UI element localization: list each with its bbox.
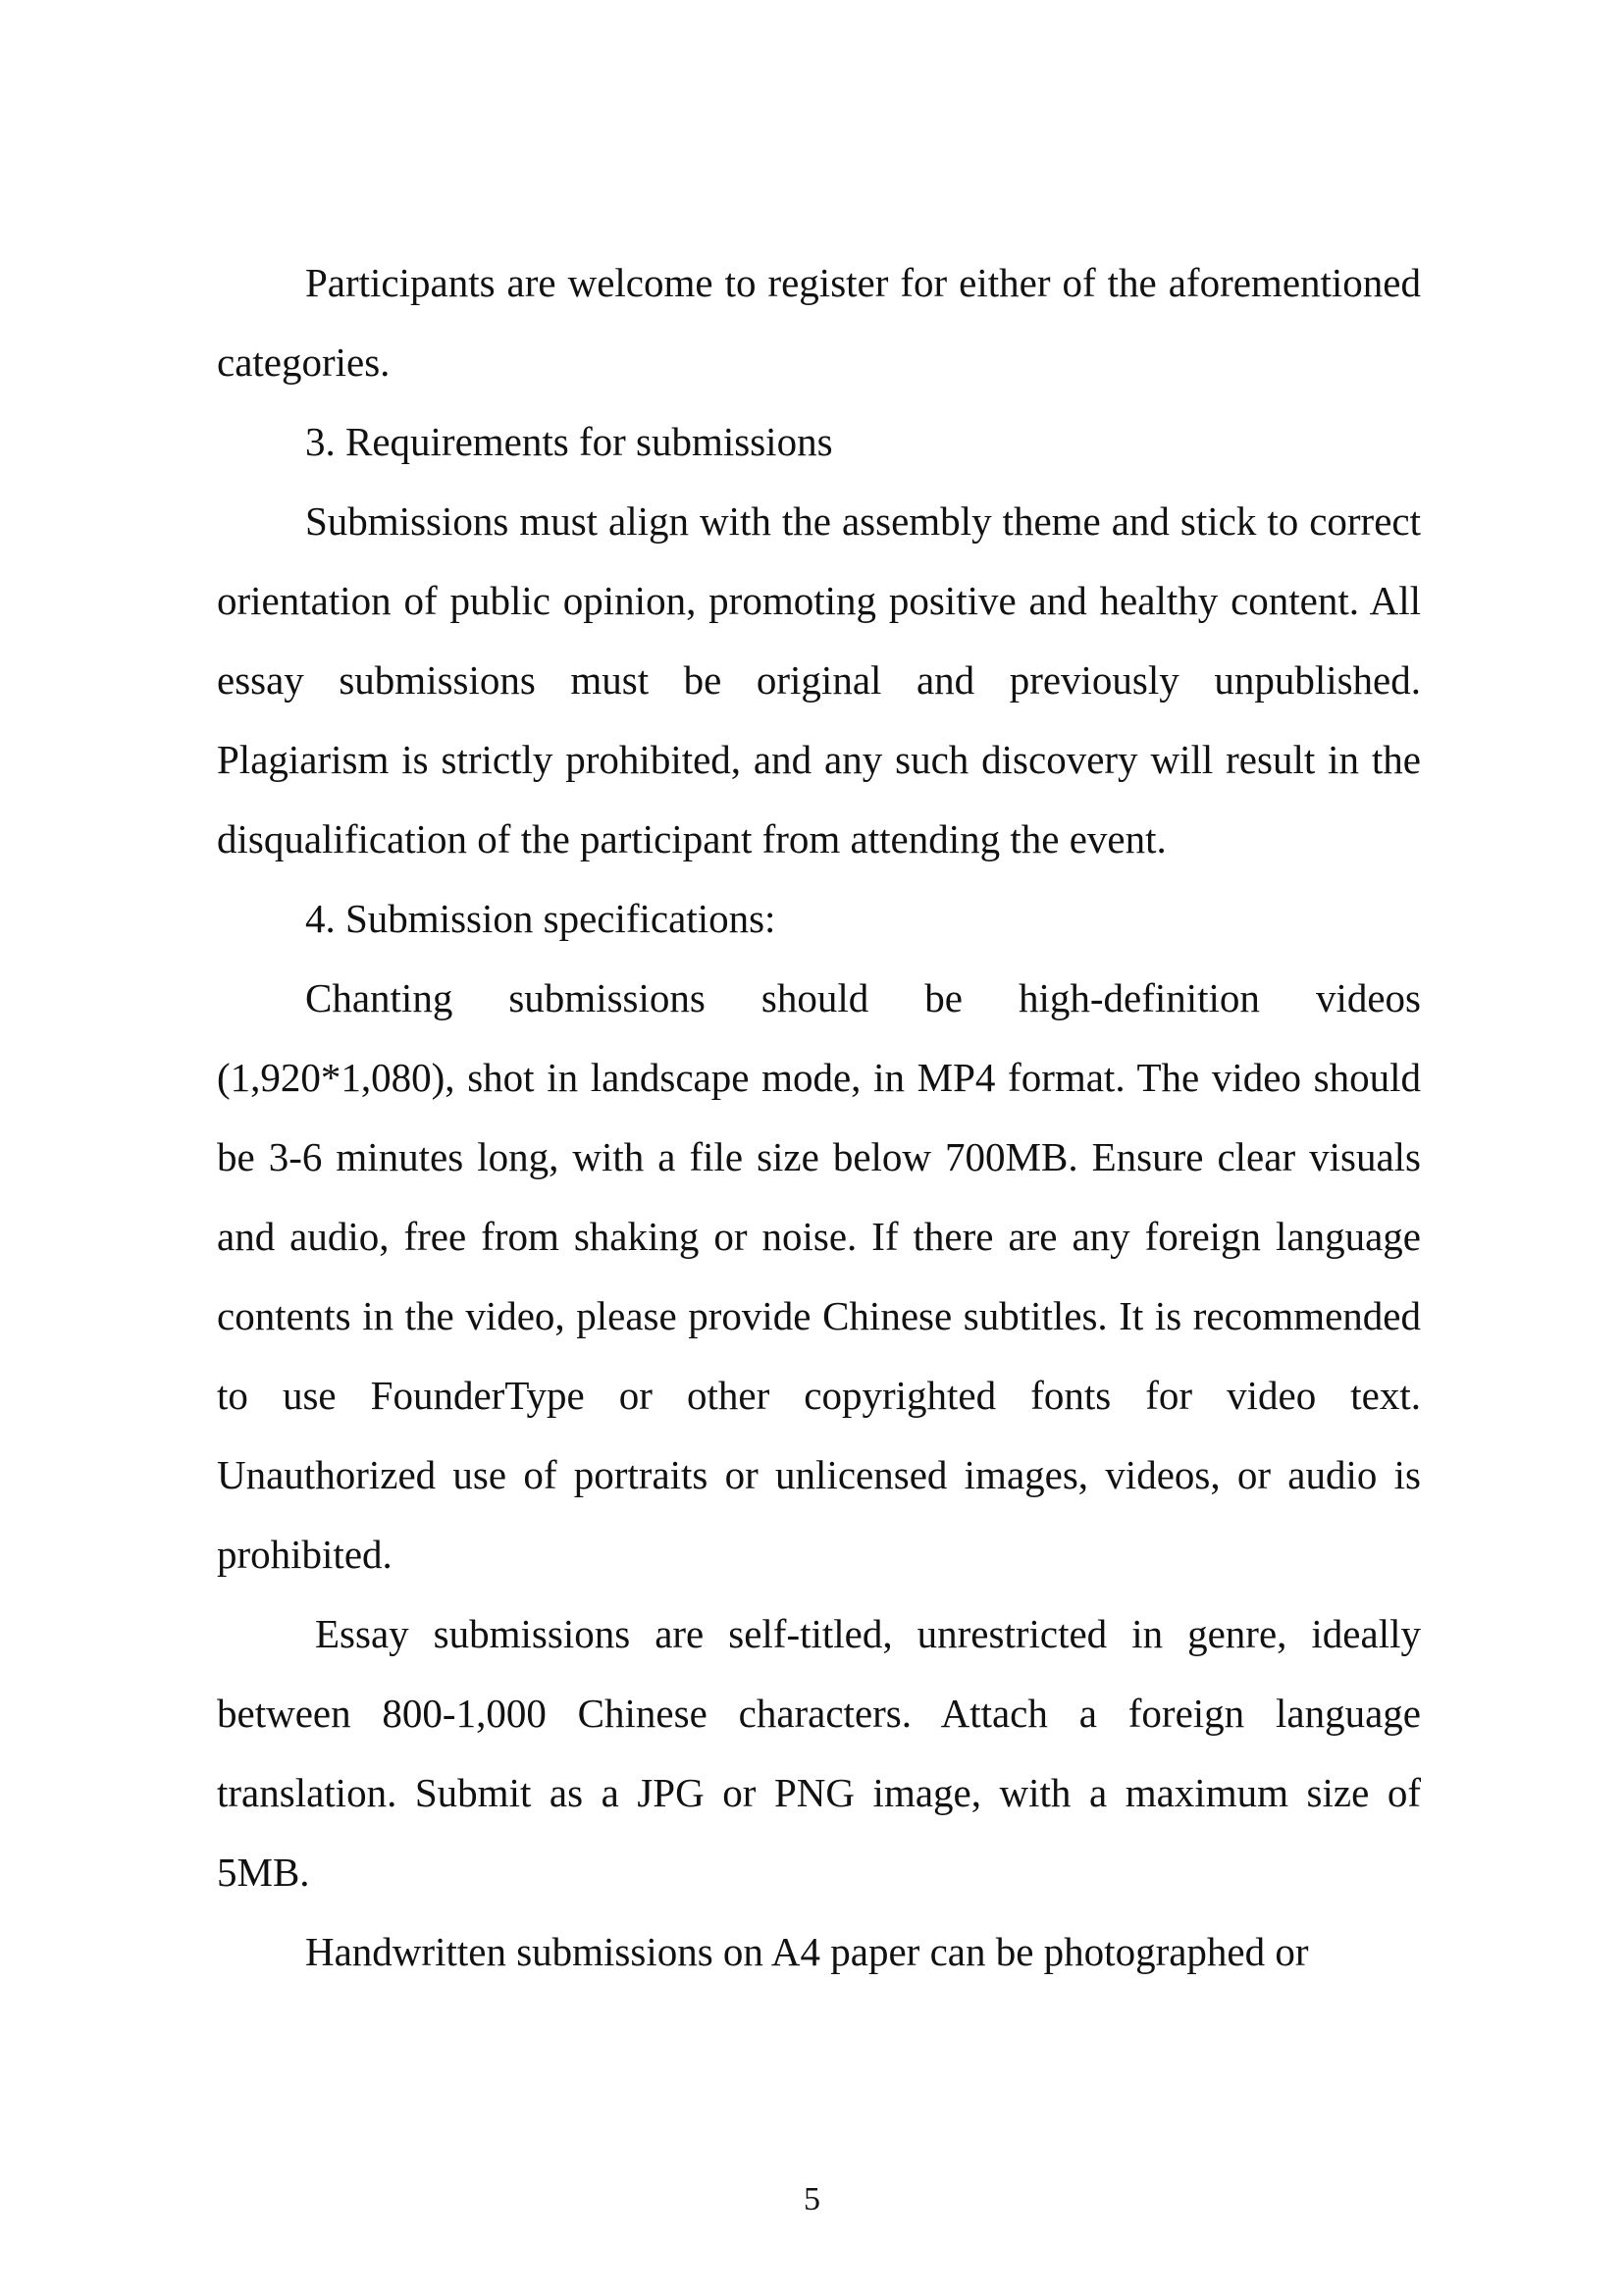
paragraph-chanting-specs: Chanting submissions should be high-definition videos (1,920*1,080), shot in landscape mode, in MP4 format. The video should be 3-6 minutes long, with a file size below 700MB. Ensure clear visuals and audio, free from shaking or noise. If there are any foreign language contents in the video, please provide Chinese subtitles. It is recommended to use FounderType or other copyrighted fonts for video text. Unauthorized use of portraits or unlicensed images, videos, or audio is prohibited. bbox=[217, 975, 1421, 1577]
section-heading-requirements: 3. Requirements for submissions bbox=[305, 419, 833, 464]
section-heading-specifications: 4. Submission specifications: bbox=[305, 896, 776, 941]
paragraph-essay-specs: Essay submissions are self-titled, unrestricted in genre, ideally between 800-1,000 Chinese characters. Attach a foreign language translation. Submit as a JPG or PNG image, with a maximum size of 5MB. bbox=[217, 1611, 1421, 1895]
paragraph-registration-note: Participants are welcome to register for either of the aforementioned categories. bbox=[217, 260, 1421, 385]
paragraph-requirements: Submissions must align with the assembly theme and stick to correct orientation of public opinion, promoting positive and healthy content. All essay submissions must be original and previously unpublished. Plagiarism is strictly prohibited, and any such discovery will result in the disqualification of the participant from attending the event. bbox=[217, 498, 1421, 861]
body-text bbox=[217, 243, 1421, 1992]
paragraph-handwritten-specs: Handwritten submissions on A4 paper can be photographed or bbox=[305, 1929, 1309, 1974]
page-number: 5 bbox=[804, 2181, 820, 2217]
